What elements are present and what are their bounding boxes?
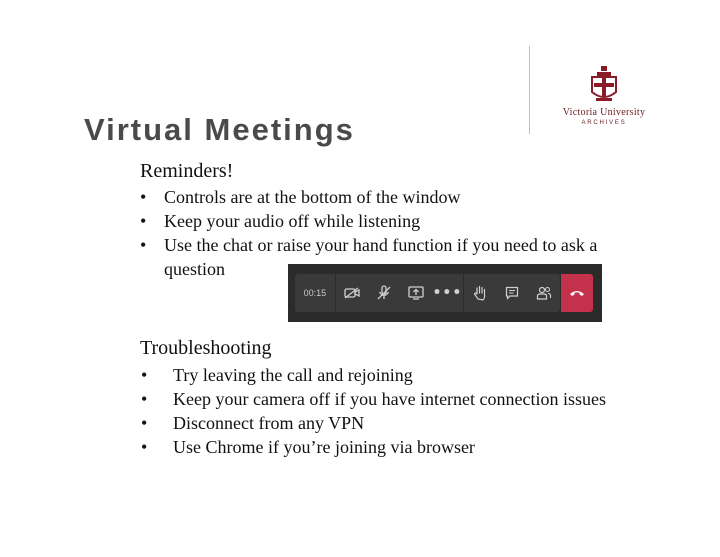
chat-icon: [505, 286, 519, 300]
list-item: • Keep your audio off while listening: [164, 209, 644, 233]
participants-icon: [536, 286, 552, 300]
more-options-button[interactable]: [431, 274, 463, 312]
share-screen-button[interactable]: [400, 274, 432, 312]
list-item: • Use the chat or raise your hand function if you need to ask a question: [164, 233, 644, 281]
slide-title: Virtual Meetings: [84, 112, 355, 147]
share-screen-icon: [408, 286, 424, 300]
reminders-heading: Reminders!: [140, 160, 234, 182]
university-logo: [550, 66, 658, 132]
raise-hand-button[interactable]: [464, 274, 496, 312]
list-item: • Keep your camera off if you have internet connection issues: [173, 387, 623, 411]
mic-toggle-button[interactable]: [368, 274, 400, 312]
logo-subtitle: ARCHIVES: [581, 120, 627, 126]
chat-button[interactable]: [496, 274, 528, 312]
list-item: • Controls are at the bottom of the window: [164, 185, 644, 209]
mic-off-icon: [377, 285, 391, 301]
university-crest-icon: [588, 66, 620, 104]
toolbar-controls-group: [295, 274, 560, 312]
raise-hand-icon: [473, 285, 487, 301]
hang-up-button[interactable]: [561, 274, 593, 312]
logo-name: Victoria University: [562, 107, 646, 118]
list-item: • Try leaving the call and rejoining: [173, 363, 623, 387]
camera-toggle-button[interactable]: [336, 274, 368, 312]
participants-button[interactable]: [528, 274, 560, 312]
list-item: • Use Chrome if you’re joining via browser: [173, 435, 623, 459]
camera-off-icon: [344, 287, 360, 299]
call-timer: 00:15: [303, 288, 327, 298]
hang-up-icon: [569, 288, 585, 298]
more-options-icon: •••: [432, 285, 463, 301]
header-divider: [529, 46, 530, 134]
troubleshooting-list: [173, 363, 623, 459]
troubleshooting-heading: Troubleshooting: [140, 337, 272, 359]
meeting-controls-toolbar: [288, 264, 602, 322]
list-item: • Disconnect from any VPN: [173, 411, 623, 435]
